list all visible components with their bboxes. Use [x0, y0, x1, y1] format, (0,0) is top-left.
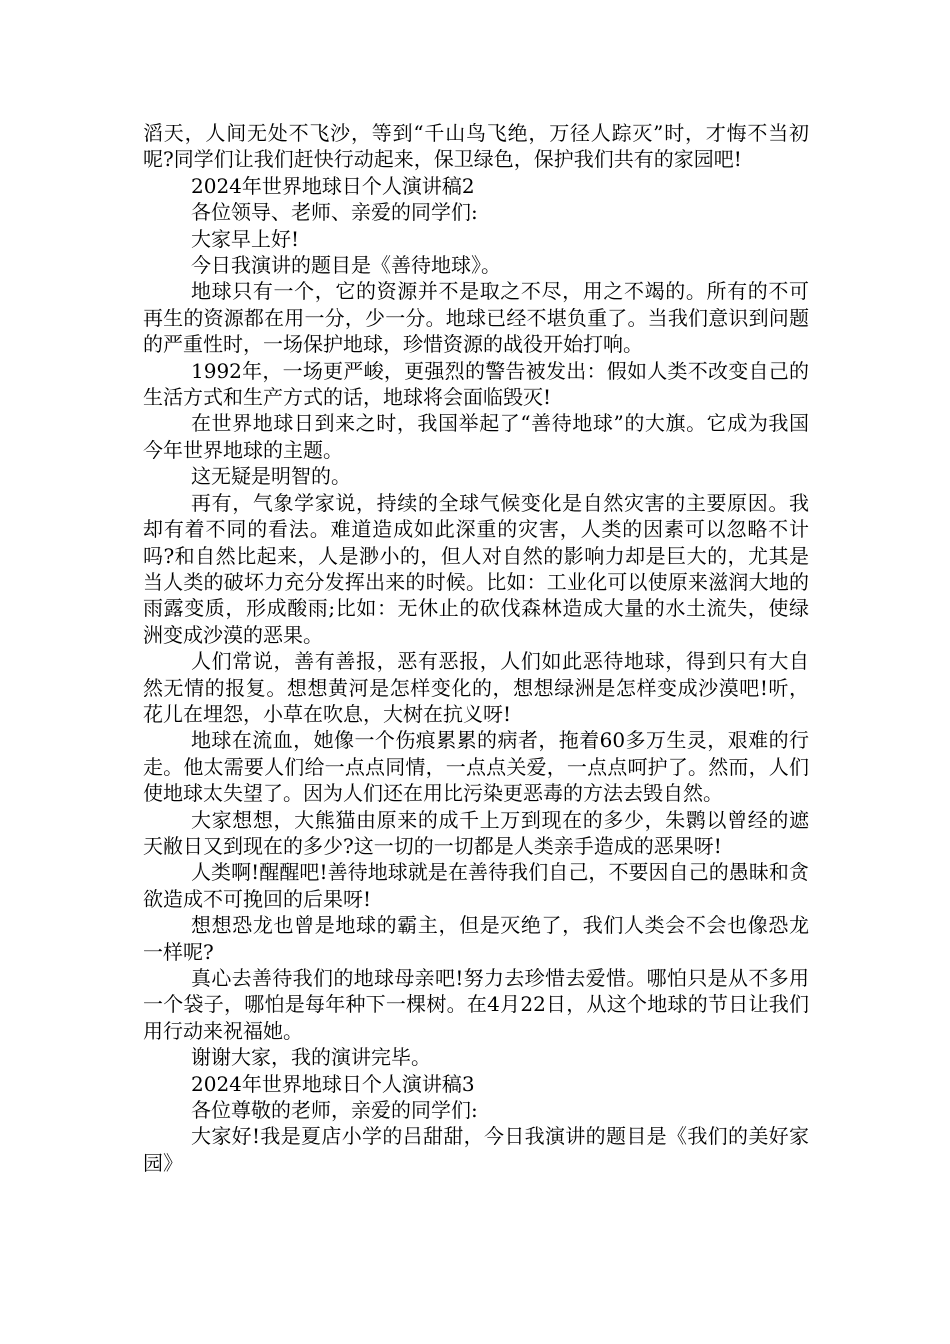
- section-heading: 2024年世界地球日个人演讲稿2: [191, 173, 475, 198]
- paragraph: 人们常说，善有善报，恶有恶报，人们如此恶待地球，得到只有大自然无情的报复。想想黄河是怎样变化的，想想绿洲是怎样变成沙漠吧!听，花儿在埋怨，小草在吹息，大树在抗义呀!: [143, 649, 809, 726]
- paragraph: 今日我演讲的题目是《善待地球》。: [191, 253, 501, 278]
- paragraph: 在世界地球日到来之时，我国举起了“善待地球”的大旗。它成为我国今年世界地球的主题。: [143, 411, 809, 462]
- paragraph: 1992年，一场更严峻，更强烈的警告被发出：假如人类不改变自己的生活方式和生产方式的话，地球将会面临毁灭!: [143, 358, 809, 410]
- paragraph: 大家想想，大熊猫由原来的成千上万到现在的多少，朱鹮以曾经的遮天敝日又到现在的多少?这一切的一切都是人类亲手造成的恶果呀!: [143, 807, 809, 858]
- document-page: [143, 120, 809, 1176]
- paragraph: 这无疑是明智的。: [191, 464, 351, 489]
- salutation: 各位尊敬的老师，亲爱的同学们:: [191, 1098, 478, 1123]
- salutation: 各位领导、老师、亲爱的同学们:: [191, 200, 478, 225]
- paragraph: 谢谢大家，我的演讲完毕。: [191, 1045, 431, 1070]
- paragraph: 再有，气象学家说，持续的全球气候变化是自然灾害的主要原因。我却有着不同的看法。难道造成如此深重的灾害，人类的因素可以忽略不计吗?和自然比起来，人是渺小的，但人对自然的影响力却是巨大的，尤其是当人类的破坏力充分发挥出来的时候。比如：工业化可以使原来滋润大地的雨露变质，形成酸雨;比如：无休止的砍伐森林造成大量的水土流失，使绿洲变成沙漠的恶果。: [143, 490, 809, 647]
- paragraph: 人类啊!醒醒吧!善待地球就是在善待我们自己，不要因自己的愚昧和贪欲造成不可挽回的后果呀!: [143, 860, 809, 911]
- greeting: 大家早上好!: [191, 226, 300, 251]
- paragraph: 滔天，人间无处不飞沙，等到“千山鸟飞绝，万径人踪灭”时，才悔不当初呢?同学们让我们赶快行动起来，保卫绿色，保护我们共有的家园吧!: [143, 121, 809, 172]
- paragraph: 地球在流血，她像一个伤痕累累的病者，拖着60多万生灵，艰难的行走。他太需要人们给一点点同情，一点点关爱，一点点呵护了。然而，人们使地球太失望了。因为人们还在用比污染更恶毒的方法去毁自然。: [143, 728, 809, 806]
- section-heading: 2024年世界地球日个人演讲稿3: [191, 1071, 475, 1096]
- paragraph: 想想恐龙也曾是地球的霸主，但是灭绝了，我们人类会不会也像恐龙一样呢?: [143, 913, 809, 964]
- paragraph: 地球只有一个，它的资源并不是取之不尽，用之不竭的。所有的不可再生的资源都在用一分，少一分。地球已经不堪负重了。当我们意识到问题的严重性时，一场保护地球，珍惜资源的战役开始打响。: [143, 279, 809, 357]
- paragraph: 真心去善待我们的地球母亲吧!努力去珍惜去爱惜。哪怕只是从不多用一个袋子，哪怕是每年种下一棵树。在4月22日，从这个地球的节日让我们用行动来祝福她。: [143, 966, 809, 1043]
- paragraph: 大家好!我是夏店小学的吕甜甜，今日我演讲的题目是《我们的美好家园》: [143, 1124, 809, 1175]
